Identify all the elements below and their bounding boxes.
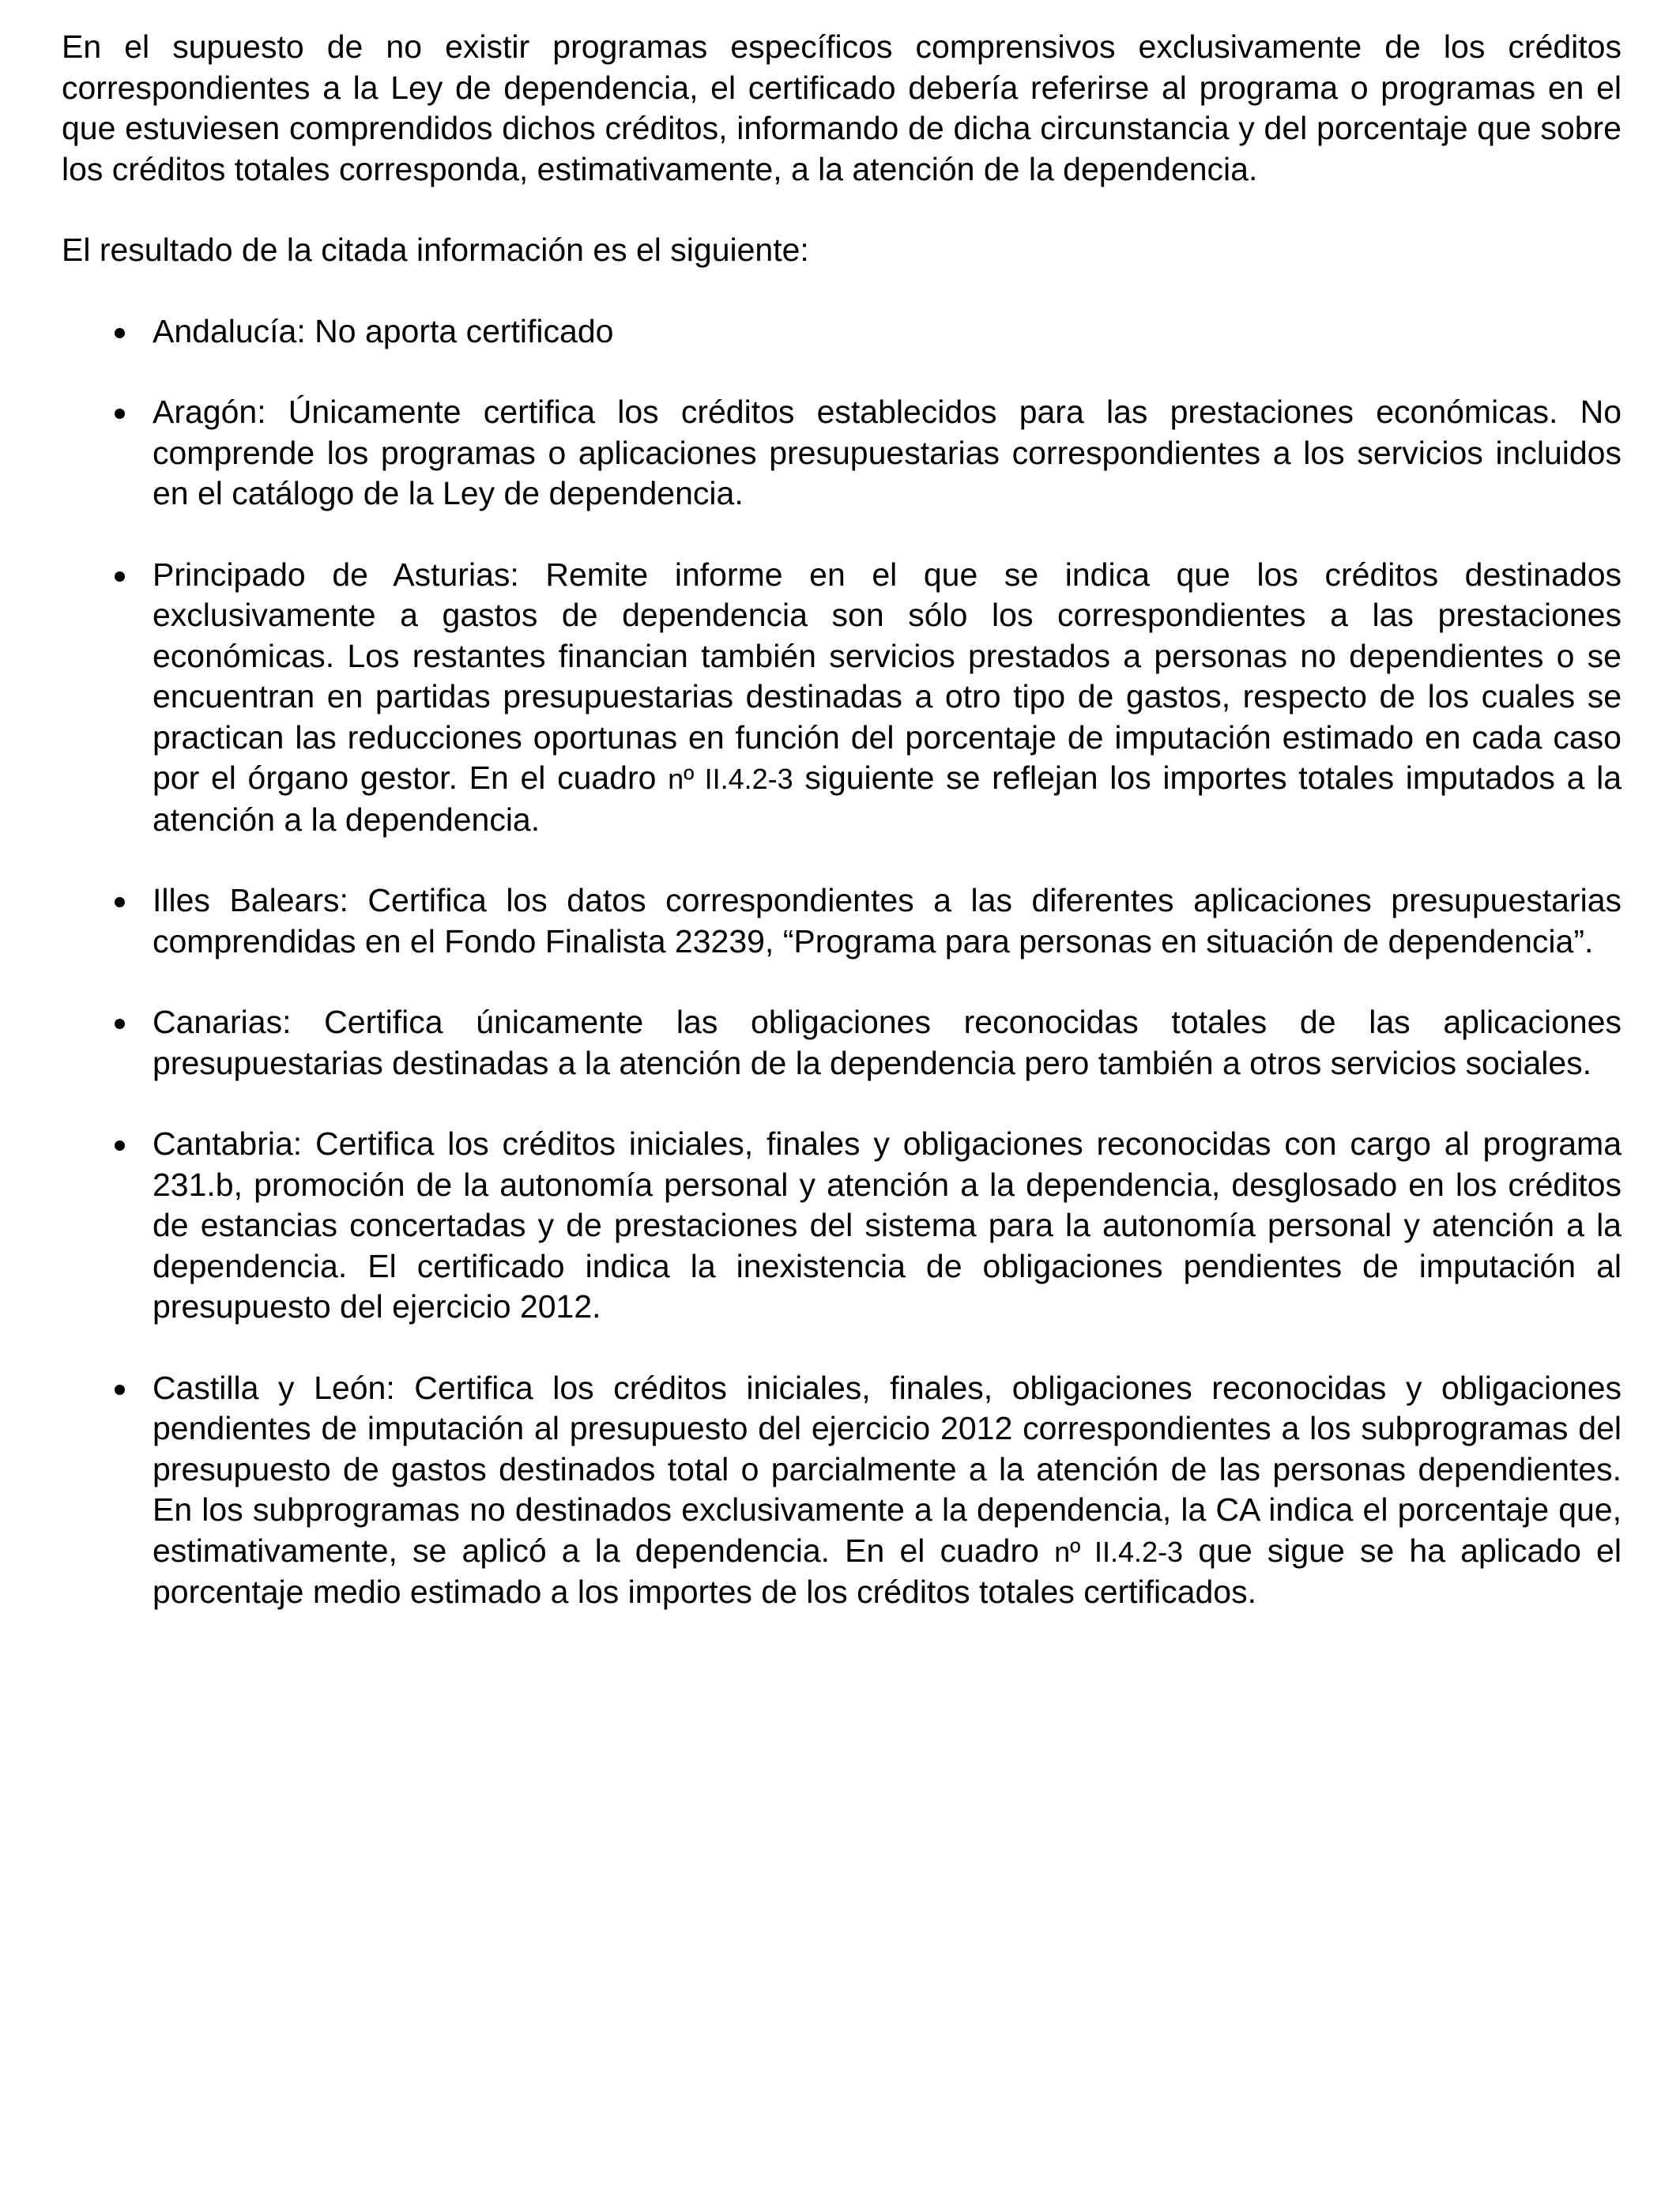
list-item-text: Andalucía: No aporta certificado <box>153 312 614 349</box>
list-item-cantabria <box>62 1124 1622 1328</box>
list-item-asturias <box>62 555 1622 841</box>
bullet-icon <box>115 1385 125 1395</box>
list-item-baleares <box>62 880 1622 962</box>
result-intro-paragraph: El resultado de la citada información es el siguiente: <box>62 232 809 268</box>
bullet-icon <box>115 328 125 338</box>
bullet-icon <box>115 571 125 582</box>
bullet-icon <box>115 409 125 419</box>
list-item-text: siguiente se reflejan los importes totales imputados a la atención a la dependencia. <box>153 760 1622 838</box>
table-reference: nº II.4.2-3 <box>1054 1535 1184 1568</box>
bullet-icon <box>115 1140 125 1151</box>
list-item-andalucia <box>62 311 1622 352</box>
list-item-aragon <box>62 392 1622 515</box>
bullet-icon <box>115 1019 125 1029</box>
list-item-text: Aragón: Únicamente certifica los créditos establecidos para las prestaciones económicas. No comprende los programas o aplicaciones presupuestarias correspondientes a los servicios incluidos en el catálogo de la Ley de dependencia. <box>153 394 1622 511</box>
list-item-text: Castilla y León: Certifica los créditos iniciales, finales, obligaciones reconocidas y obligaciones pendientes de imputación al presupuesto del ejercicio 2012 correspondientes a los subprogramas del presupuesto de gastos destinados total o parcialmente a la atención de las personas dependientes. En los subprogramas no destinados exclusivamente a la dependencia, la CA indica el porcentaje que, estimativamente, se aplicó a la dependencia. En el cuadro <box>153 1369 1622 1569</box>
list-item-text: Cantabria: Certifica los créditos iniciales, finales y obligaciones reconocidas con cargo al programa 231.b, promoción de la autonomía personal y atención a la dependencia, desglosado en los créditos de estancias concertadas y de prestaciones del sistema para la autonomía personal y atención a la dependencia. El certificado indica la inexistencia de obligaciones pendientes de imputación al presupuesto del ejercicio 2012. <box>153 1125 1622 1325</box>
community-list <box>62 311 1622 1613</box>
document-page <box>62 27 1622 1653</box>
list-item-text: Illes Balears: Certifica los datos correspondientes a las diferentes aplicaciones presupuestarias comprendidas en el Fondo Finalista 23239, “Programa para personas en situación de dependencia”. <box>153 882 1622 959</box>
intro-paragraph: En el supuesto de no existir programas específicos comprensivos exclusivamente de los créditos correspondientes a la Ley de dependencia, el certificado debería referirse al programa o programas en el que estuviesen comprendidos dichos créditos, informando de dicha circunstancia y del porcentaje que sobre los créditos totales corresponda, estimativamente, a la atención de la dependencia. <box>62 28 1622 187</box>
list-item-text: que sigue se ha aplicado el porcentaje medio estimado a los importes de los créditos totales certificados. <box>153 1532 1622 1610</box>
table-reference: nº II.4.2-3 <box>668 763 793 795</box>
list-item-castilla-leon <box>62 1368 1622 1613</box>
list-item-text: Principado de Asturias: Remite informe en el que se indica que los créditos destinados exclusivamente a gastos de dependencia son sólo los correspondientes a las prestaciones económicas. Los restantes financian también servicios prestados a personas no dependientes o se encuentran en partidas presupuestarias destinadas a otro tipo de gastos, respecto de los cuales se practican las reducciones oportunas en función del porcentaje de imputación estimado en cada caso por el órgano gestor. En el cuadro <box>153 556 1622 796</box>
bullet-icon <box>115 897 125 907</box>
list-item-text: Canarias: Certifica únicamente las obligaciones reconocidas totales de las aplicaciones presupuestarias destinadas a la atención de la dependencia pero también a otros servicios sociales. <box>153 1004 1622 1081</box>
list-item-canarias <box>62 1002 1622 1084</box>
